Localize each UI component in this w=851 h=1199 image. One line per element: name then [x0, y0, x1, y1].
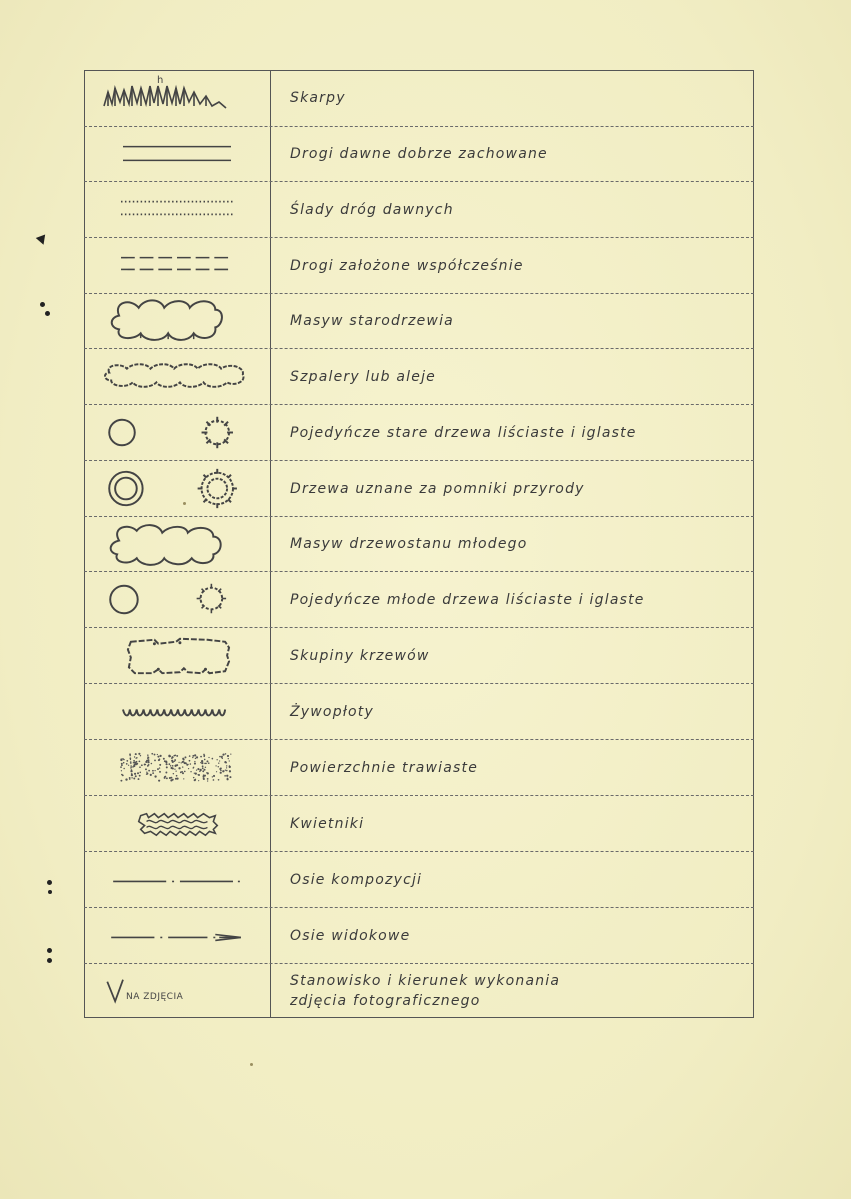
ink-speck — [48, 890, 52, 894]
legend-label-young-tree-mass: Masyw drzewostanu młodego — [290, 536, 528, 552]
legend-row-monument-trees — [84, 460, 754, 516]
legend-label-flowerbeds: Kwietniki — [290, 815, 365, 832]
slope-label-h: h — [157, 75, 164, 86]
single-old-trees-icon — [84, 405, 270, 460]
photo-point-icon — [84, 964, 270, 1018]
dotted-double-line-icon — [84, 182, 270, 237]
legend-label-tree-rows: Szpalery lub aleje — [290, 368, 436, 385]
legend-label-slopes: Skarpy — [290, 90, 346, 106]
legend-row-grass-areas — [84, 739, 754, 795]
legend-label-photo-point-line-1: Stanowisko i kierunek wykonania — [290, 973, 561, 989]
legend-row-single-young-trees — [84, 571, 754, 627]
photo-point-caption: NA ZDJĘCIA — [126, 992, 184, 1002]
legend-row-modern-roads — [84, 237, 754, 293]
ink-speck — [36, 235, 48, 247]
grass-stipple-icon — [84, 740, 270, 795]
shrub-group-icon — [84, 628, 270, 683]
legend-label-photo-point-line-2: zdjęcia fotograficznego — [290, 993, 481, 1009]
monument-trees-icon — [84, 461, 270, 516]
legend-row-photo-point — [84, 963, 754, 1018]
legend-label-old-tree-mass: Masyw starodrzewia — [290, 313, 454, 329]
legend-label-photo-point — [290, 964, 740, 1018]
legend-row-road-traces — [84, 181, 754, 237]
legend-label-single-old-trees: Pojedyńcze stare drzewa liściaste i iglaste — [290, 424, 637, 441]
legend-label-monument-trees: Drzewa uznane za pomniki przyrody — [290, 480, 585, 497]
legend-row-view-axes — [84, 907, 754, 963]
legend-row-single-old-trees — [84, 404, 754, 460]
legend-label-single-young-trees: Pojedyńcze młode drzewa liściaste i iglaste — [290, 591, 645, 608]
slope-hatch-icon — [84, 70, 270, 126]
legend-row-slopes — [84, 70, 754, 126]
young-tree-mass-icon — [84, 517, 270, 571]
legend-row-hedges — [84, 683, 754, 739]
view-axis-arrow-icon — [84, 908, 270, 963]
legend-row-young-tree-mass — [84, 516, 754, 571]
ink-speck — [45, 311, 50, 316]
legend-row-old-roads — [84, 126, 754, 181]
legend-label-view-axes: Osie widokowe — [290, 927, 411, 944]
legend-label-old-roads: Drogi dawne dobrze zachowane — [290, 146, 548, 162]
paper-mark — [250, 1063, 253, 1066]
ink-speck — [40, 302, 45, 307]
dashed-double-line-icon — [84, 238, 270, 293]
legend-label-grass-areas: Powierzchnie trawiaste — [290, 759, 479, 776]
hedge-wave-icon — [84, 684, 270, 739]
flowerbed-icon — [84, 796, 270, 851]
legend-row-old-tree-mass — [84, 293, 754, 348]
ink-speck — [47, 948, 52, 953]
double-line-icon — [84, 127, 270, 181]
single-young-trees-icon — [84, 572, 270, 627]
old-tree-mass-icon — [84, 294, 270, 348]
legend-row-flowerbeds — [84, 795, 754, 851]
legend-row-tree-rows — [84, 348, 754, 404]
legend-row-composition-axes — [84, 851, 754, 907]
legend-label-road-traces: Ślady dróg dawnych — [290, 201, 454, 218]
composition-axis-icon — [84, 852, 270, 907]
ink-speck — [47, 958, 52, 963]
legend-label-shrub-groups: Skupiny krzewów — [290, 647, 430, 664]
legend-row-shrub-groups — [84, 627, 754, 683]
legend-label-modern-roads: Drogi założone współcześnie — [290, 257, 524, 274]
legend-label-composition-axes: Osie kompozycji — [290, 871, 423, 888]
legend-label-hedges: Żywopłoty — [290, 703, 374, 720]
tree-row-icon — [84, 349, 270, 404]
ink-speck — [47, 880, 52, 885]
